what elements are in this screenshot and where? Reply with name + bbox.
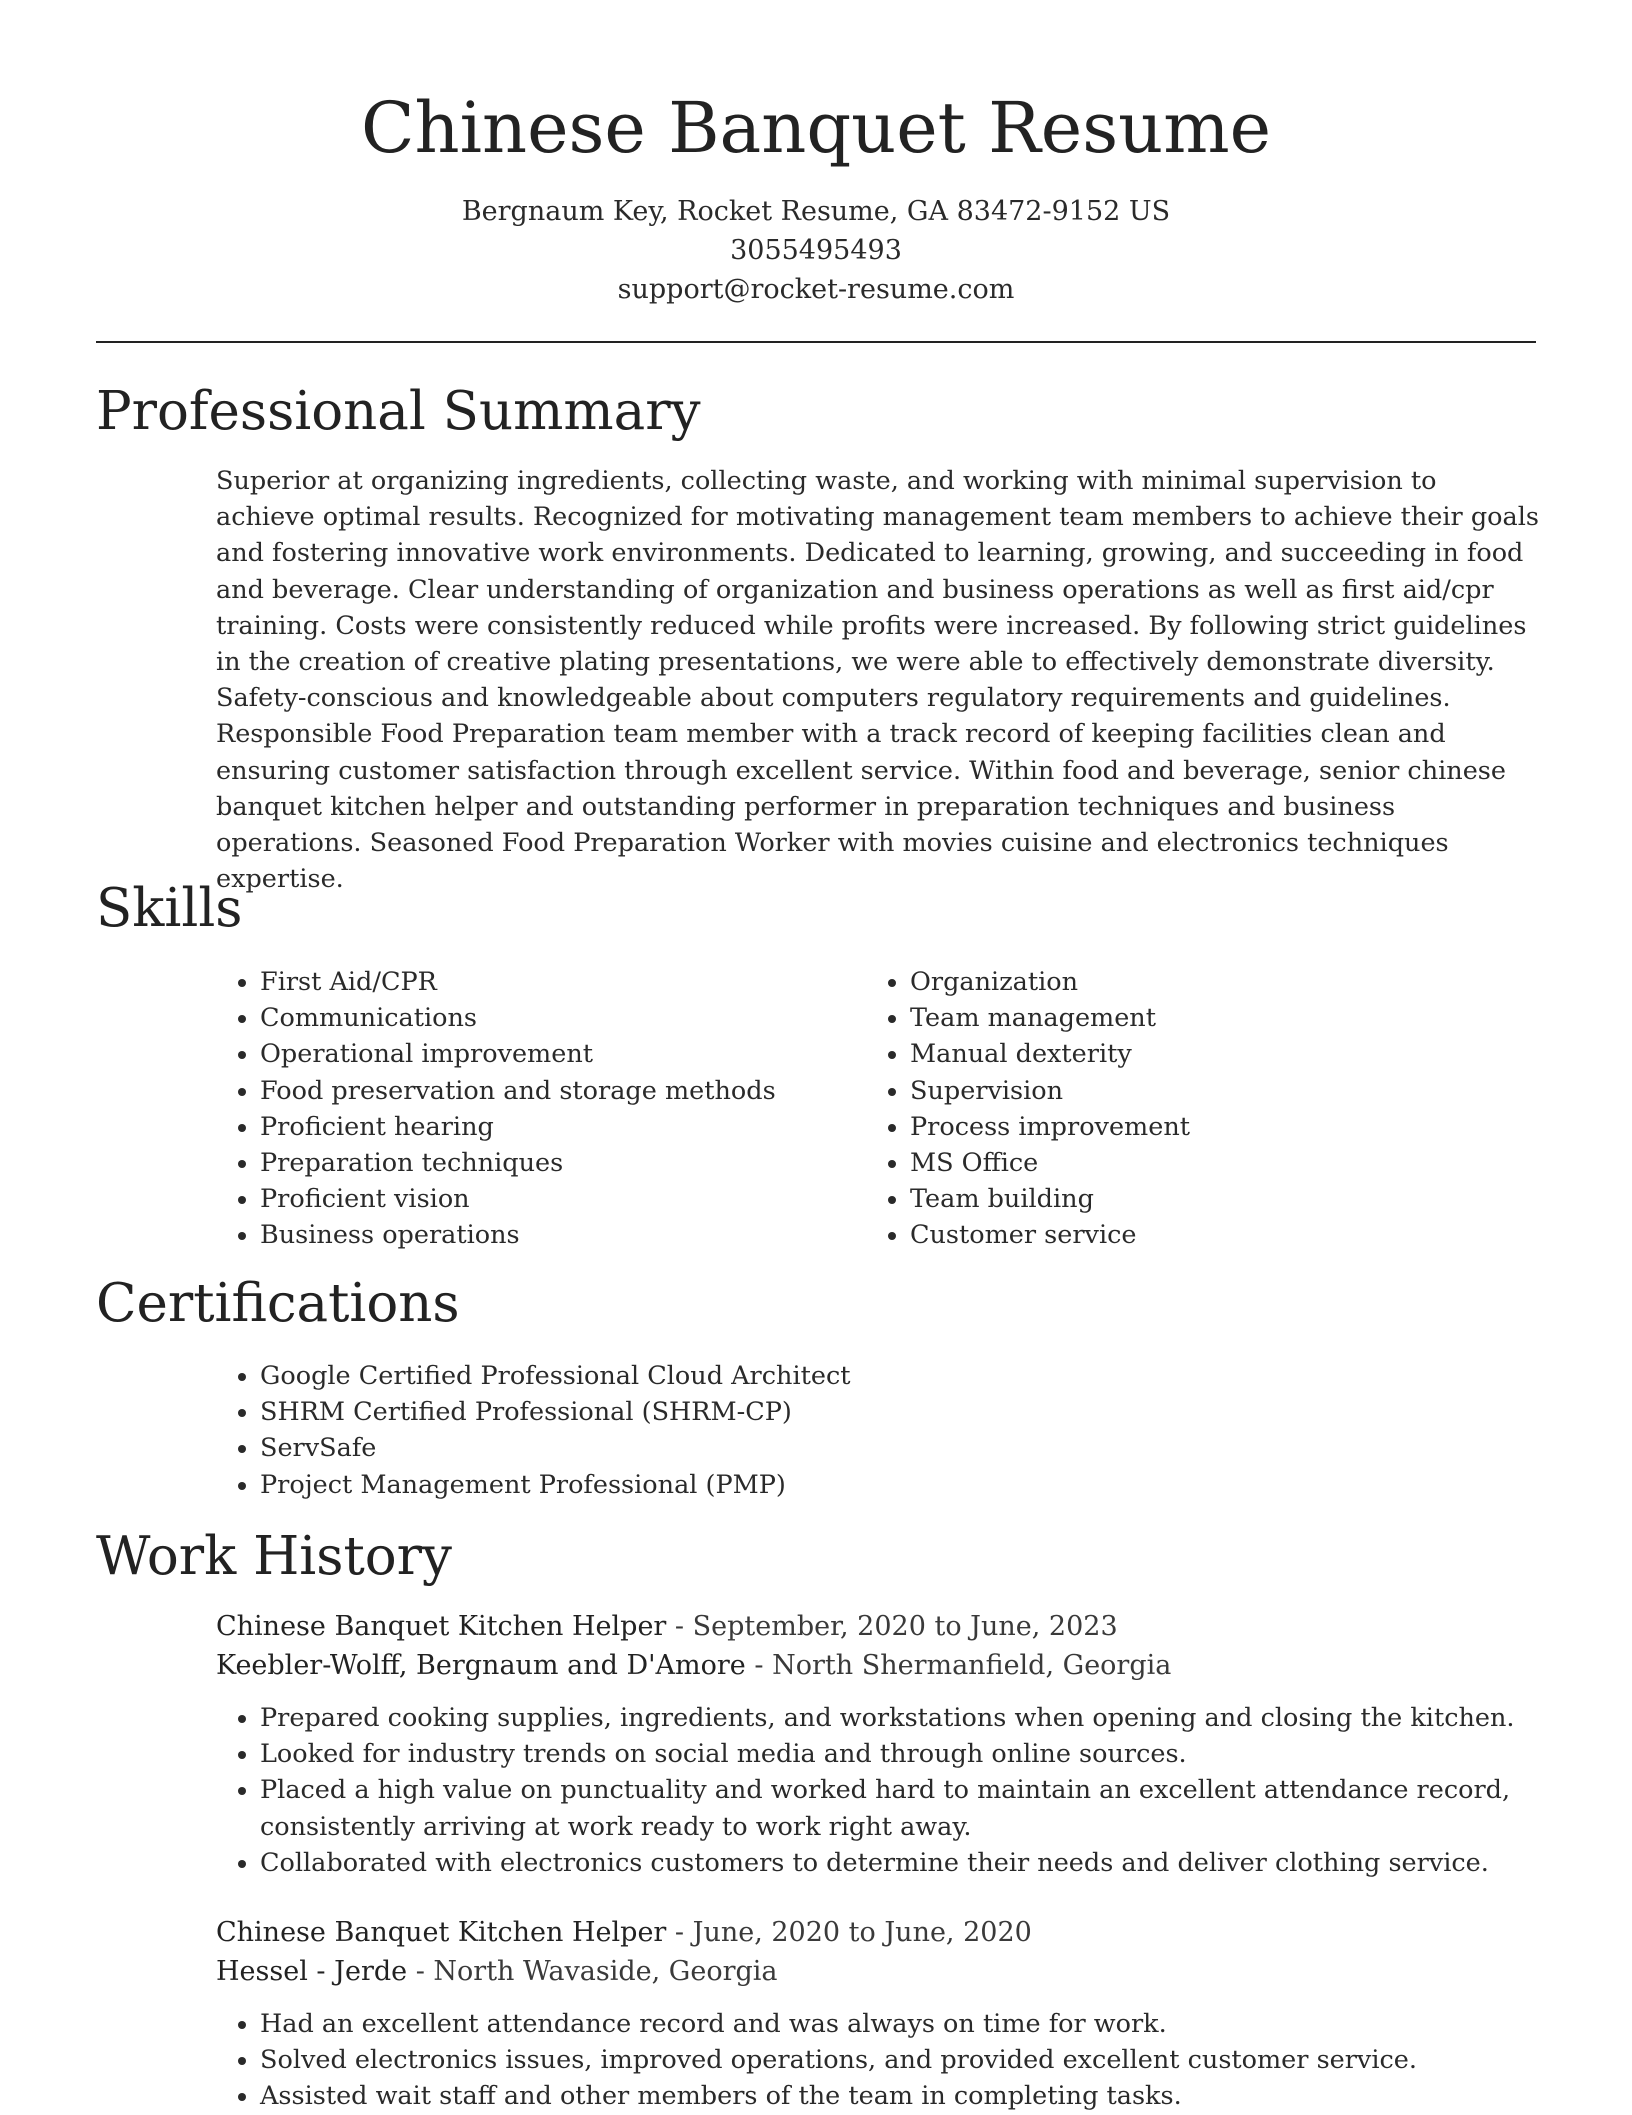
list-item: • ServSafe [260,1430,1460,1466]
job-bullets [216,1700,1560,1881]
contact-block [0,192,1632,309]
job-heading: Chinese Banquet Kitchen Helper - September, 2020 to June, 2023 [216,1611,1118,1642]
list-item: • Proficient hearing [260,1109,860,1145]
job-company: Keebler-Wolff, Bergnaum and D'Amore [216,1650,746,1681]
job-role: Chinese Banquet Kitchen Helper [216,1611,667,1642]
list-item: • Proficient vision [260,1181,860,1217]
job-role: Chinese Banquet Kitchen Helper [216,1917,667,1948]
list-item: • Business operations [260,1217,860,1253]
section-title-work-history: Work History [96,1526,452,1587]
list-item: • Placed a high value on punctuality and worked hard to maintain an excellent attendance record, consistently arriving at work ready to work right away. [260,1772,1560,1844]
list-item: • Communications [260,1000,860,1036]
address: Bergnaum Key, Rocket Resume, GA 83472-9152 US [461,196,1171,227]
skills-list-left [216,964,860,1254]
job-location: North Shermanfield, Georgia [772,1650,1172,1681]
job-dates: September, 2020 to June, 2023 [692,1611,1118,1642]
job-dates: June, 2020 to June, 2020 [692,1917,1032,1948]
list-item: • Manual dexterity [910,1036,1510,1072]
list-item: • First Aid/CPR [260,964,860,1000]
summary-text: Superior at organizing ingredients, collecting waste, and working with minimal supervision to achieve optimal results. Recognized for motivating management team members to achieve their goals and fostering innovative work environments. Dedicated to learning, growing, and succeeding in food and beverage. Clear understanding of organization and business operations as well as first aid/cpr training. Costs were consistently reduced while profits were increased. By following strict guidelines in the creation of creative plating presentations, we were able to effectively demonstrate diversity. Safety-conscious and knowledgeable about computers regulatory requirements and guidelines. Responsible Food Preparation team member with a track record of keeping facilities clean and ensuring customer satisfaction through excellent service. Within food and beverage, senior chinese banquet kitchen helper and outstanding performer in preparation techniques and business operations. Seasoned Food Preparation Worker with movies cuisine and electronics techniques expertise. [216,466,1539,895]
section-title-summary: Professional Summary [96,381,701,442]
list-item: • Project Management Professional (PMP) [260,1467,1460,1503]
list-item: • Google Certified Professional Cloud Architect [260,1358,1460,1394]
certifications-list [216,1358,1460,1503]
header-divider [96,341,1536,343]
candidate-name: Chinese Banquet Resume [360,87,1272,169]
list-item: • Had an excellent attendance record and was always on time for work. [260,2006,1560,2042]
section-title-certifications: Certifications [96,1273,460,1334]
resume-header [0,0,1632,309]
list-item: • Looked for industry trends on social media and through online sources. [260,1736,1560,1772]
list-item: • Preparation techniques [260,1145,860,1181]
list-item: • Team building [910,1181,1510,1217]
skills-list-right [866,964,1510,1254]
list-item: • SHRM Certified Professional (SHRM-CP) [260,1394,1460,1430]
job-employer: Hessel - Jerde - North Wavaside, Georgia [216,1956,778,1987]
job-company: Hessel - Jerde [216,1956,408,1987]
list-item: • Prepared cooking supplies, ingredients, and workstations when opening and closing the kitchen. [260,1700,1560,1736]
phone-number: 3055495493 [730,235,902,266]
list-item: • MS Office [910,1145,1510,1181]
list-item: • Supervision [910,1073,1510,1109]
list-item: • Assisted wait staff and other members of the team in completing tasks. [260,2078,1560,2114]
job-bullets [216,2006,1560,2115]
list-item: • Organization [910,964,1510,1000]
list-item: • Process improvement [910,1109,1510,1145]
list-item: • Team management [910,1000,1510,1036]
section-title-skills: Skills [96,878,243,939]
list-item: • Solved electronics issues, improved operations, and provided excellent customer service. [260,2042,1560,2078]
list-item: • Operational improvement [260,1036,860,1072]
email-address: support@rocket-resume.com [617,274,1015,305]
list-item: • Customer service [910,1217,1510,1253]
job-location: North Wavaside, Georgia [433,1956,778,1987]
list-item: • Food preservation and storage methods [260,1073,860,1109]
job-employer: Keebler-Wolff, Bergnaum and D'Amore - North Shermanfield, Georgia [216,1650,1172,1681]
job-heading: Chinese Banquet Kitchen Helper - June, 2020 to June, 2020 [216,1917,1032,1948]
list-item: • Collaborated with electronics customers to determine their needs and deliver clothing service. [260,1845,1560,1881]
